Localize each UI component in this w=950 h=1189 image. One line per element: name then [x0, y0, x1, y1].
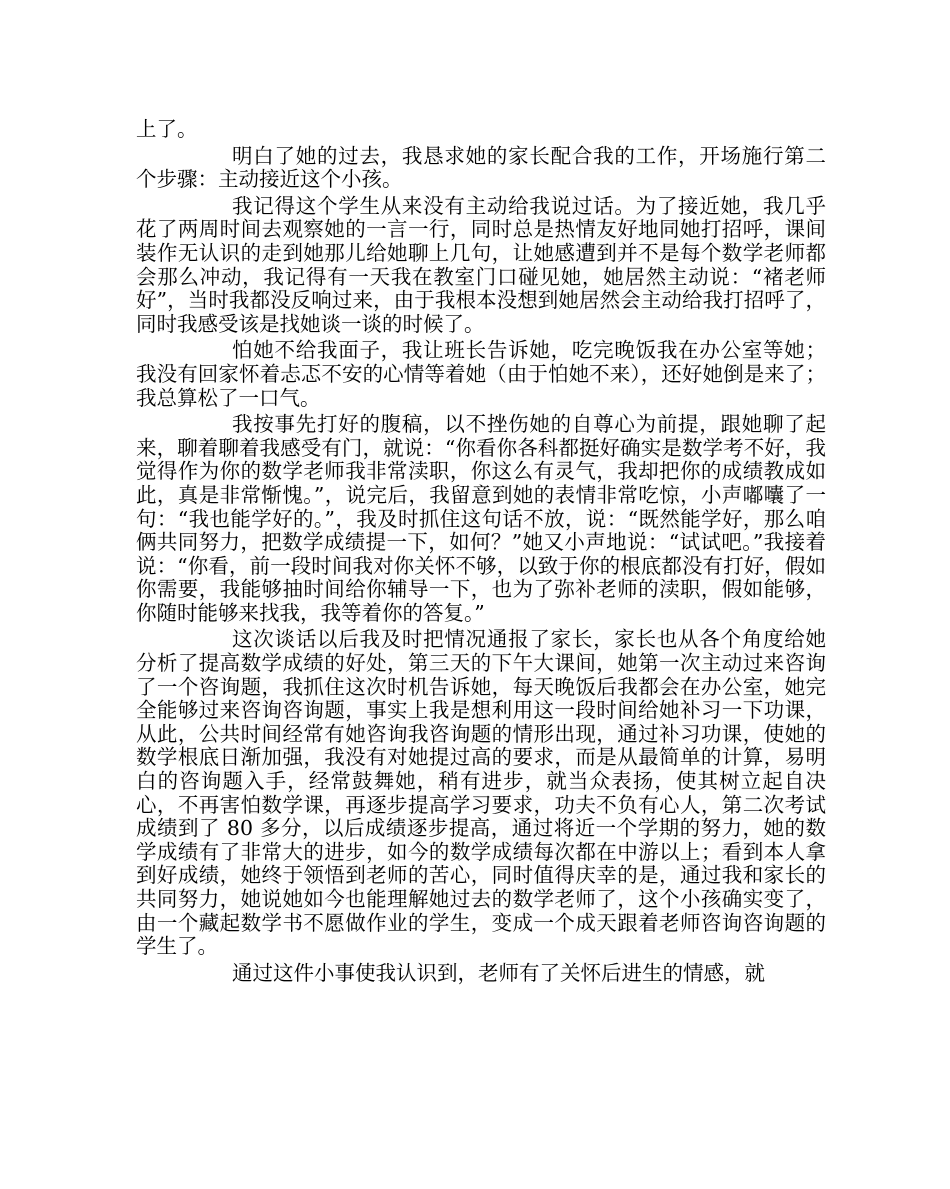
paragraph-3: 我记得这个学生从来没有主动给我说过话。为了接近她，我几乎花了两周时间去观察她的一言一行，同时总是热情友好地同她打招呼，课间装作无认识的走到她那儿给她聊上几句，让她感遭到并不是每个数学老师都会那么冲动，我记得有一天我在教室门口碰见她，她居然主动说：“褚老师好”，当时我都没反响过来，由于我根本没想到她居然会主动给我打招呼了，同时我感受该是找她谈一谈的时候了。 — [136, 193, 826, 336]
paragraph-2: 明白了她的过去，我恳求她的家长配合我的工作，开场施行第二个步骤：主动接近这个小孩。 — [136, 143, 826, 192]
paragraph-1: 上了。 — [136, 117, 198, 141]
paragraph-5: 我按事先打好的腹稿，以不挫伤她的自尊心为前提，跟她聊了起来，聊着聊着我感受有门，就说：“你看你各科都挺好确实是数学考不好，我觉得作为你的数学老师我非常渎职，你这么有灵气，我却把你的成绩教成如此，真是非常惭愧。”，说完后，我留意到她的表情非常吃惊，小声嘟囔了一句：“我也能学好的。”，我及时抓住这句话不放，说：“既然能学好，那么咱俩共同努力，把数学成绩提一下，如何？”她又小声地说：“试试吧。”我接着说：“你看，前一段时间我对你关怀不够，以致于你的根底都没有打好，假如你需要，我能够抽时间给你辅导一下，也为了弥补老师的渎职，假如能够，你随时能够来找我，我等着你的答复。” — [136, 412, 826, 625]
document-body — [136, 118, 826, 988]
paragraph-6: 这次谈话以后我及时把情况通报了家长，家长也从各个角度给她分析了提高数学成绩的好处，第三天的下午大课间，她第一次主动过来咨询了一个咨询题，我抓住这次时机告诉她，每天晚饭后我都会在办公室，她完全能够过来咨询咨询题，事实上我是想利用这一段时间给她补习一下功课，从此，公共时间经常有她咨询我咨询题的情形出现，通过补习功课，使她的数学根底日渐加强，我没有对她提过高的要求，而是从最简单的计算，易明白的咨询题入手，经常鼓舞她，稍有进步，就当众表扬，使其树立起自决心，不再害怕数学课，再逐步提高学习要求，功夫不负有心人，第二次考试成绩到了 80 多分，以后成绩逐步提高，通过将近一个学期的努力，她的数学成绩有了非常大的进步，如今的数学成绩每次都在中游以上；看到本人拿到好成绩，她终于领悟到老师的苦心，同时值得庆幸的是，通过我和家长的共同努力，她说她如今也能理解她过去的数学老师了，这个小孩确实变了，由一个藏起数学书不愿做作业的学生，变成一个成天跟着老师咨询咨询题的学生了。 — [136, 627, 826, 959]
paragraph-4: 怕她不给我面子，我让班长告诉她，吃完晚饭我在办公室等她；我没有回家怀着忐忑不安的心情等着她（由于怕她不来），还好她倒是来了；我总算松了一口气。 — [136, 338, 826, 410]
paragraph-7: 通过这件小事使我认识到，老师有了关怀后进生的情感，就 — [232, 960, 765, 985]
